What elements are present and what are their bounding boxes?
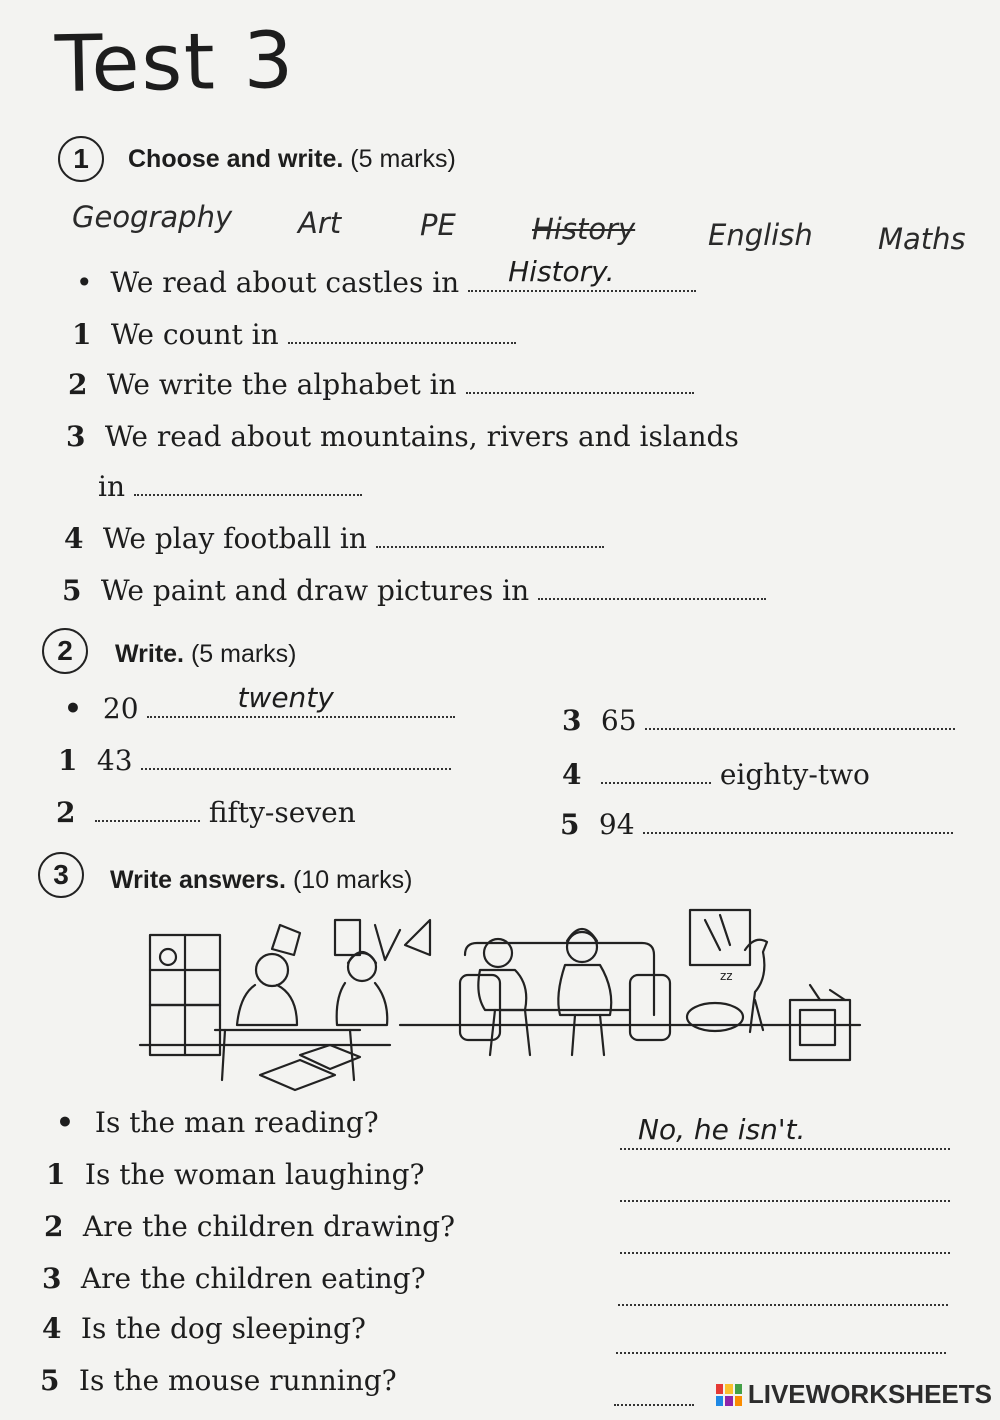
s3-item-4: 4 Is the dog sleeping? bbox=[42, 1312, 366, 1345]
word-bank-item-crossed: History bbox=[532, 212, 636, 246]
section-3-heading bbox=[110, 866, 412, 895]
section-2-marks: (5 marks) bbox=[190, 640, 297, 668]
answer-field[interactable] bbox=[141, 744, 451, 770]
s1-example-text: We read about castles in bbox=[110, 266, 460, 299]
s3-item-1: 1 Is the woman laughing? bbox=[46, 1158, 425, 1191]
s3-example-line bbox=[620, 1113, 950, 1150]
section-3-title: Write answers. bbox=[110, 866, 287, 894]
section-2-title: Write. bbox=[115, 640, 184, 668]
word-bank-item: PE bbox=[420, 208, 456, 242]
word-bank-item: English bbox=[708, 218, 813, 252]
answer-field[interactable] bbox=[616, 1322, 946, 1354]
s3-item-5: 5 Is the mouse running? bbox=[40, 1364, 397, 1397]
s2-item-4: 4 eighty-two bbox=[562, 758, 870, 791]
answer-field[interactable] bbox=[288, 318, 516, 344]
svg-text:zz: zz bbox=[720, 969, 733, 983]
answer-field[interactable] bbox=[95, 796, 200, 822]
answer-field[interactable] bbox=[620, 1170, 950, 1202]
section-1-heading bbox=[128, 145, 456, 174]
s3-example: • Is the man reading? bbox=[56, 1106, 379, 1139]
answer-field[interactable] bbox=[645, 704, 955, 730]
page-title: Test 3 bbox=[54, 15, 296, 111]
section-2-number: 2 bbox=[42, 628, 88, 674]
s1-example-line bbox=[468, 255, 696, 292]
answer-field[interactable] bbox=[538, 574, 766, 600]
s1-item-2: 2 We write the alphabet in bbox=[68, 368, 694, 401]
word-bank-item: Geography bbox=[72, 200, 233, 234]
s2-example-answer: twenty bbox=[237, 681, 334, 714]
liveworksheets-watermark bbox=[716, 1379, 992, 1410]
s2-item-2: 2 fifty-seven bbox=[56, 796, 356, 829]
s3-example-answer: No, he isn't. bbox=[638, 1113, 806, 1146]
s1-item-4: 4 We play football in bbox=[64, 522, 604, 555]
word-bank-item: Maths bbox=[878, 222, 966, 256]
answer-field[interactable] bbox=[134, 470, 362, 496]
s1-item-3: 3 We read about mountains, rivers and islands bbox=[66, 420, 739, 453]
watermark-text: LIVEWORKSHEETS bbox=[747, 1379, 992, 1409]
s1-item-5: 5 We paint and draw pictures in bbox=[62, 574, 766, 607]
section-1-marks: (5 marks) bbox=[350, 145, 456, 173]
s2-example: • 20 twenty bbox=[64, 692, 455, 725]
section-3-number: 3 bbox=[38, 852, 84, 898]
liveworksheets-logo-icon bbox=[716, 1384, 742, 1406]
s1-example: • We read about castles in History. bbox=[76, 266, 696, 299]
answer-field[interactable] bbox=[618, 1274, 948, 1306]
answer-field[interactable] bbox=[601, 758, 711, 784]
family-scene-illustration bbox=[130, 905, 870, 1095]
answer-field[interactable] bbox=[614, 1374, 694, 1406]
s2-item-5: 5 94 bbox=[560, 808, 953, 841]
answer-field[interactable] bbox=[643, 808, 953, 834]
s1-example-answer: History. bbox=[508, 255, 615, 288]
s3-item-3: 3 Are the children eating? bbox=[42, 1262, 426, 1295]
section-1-title: Choose and write. bbox=[128, 145, 344, 173]
answer-field[interactable] bbox=[466, 368, 694, 394]
section-2-heading bbox=[115, 640, 297, 669]
section-3-marks: (10 marks) bbox=[292, 866, 413, 894]
s1-item-3-cont: in bbox=[98, 470, 362, 503]
s1-item-1: 1 We count in bbox=[72, 318, 516, 351]
section-1-number: 1 bbox=[58, 136, 104, 182]
answer-field[interactable] bbox=[376, 522, 604, 548]
answer-field[interactable] bbox=[620, 1222, 950, 1254]
s3-item-2: 2 Are the children drawing? bbox=[44, 1210, 456, 1243]
word-bank-item: Art bbox=[298, 206, 342, 240]
s2-item-3: 3 65 bbox=[562, 704, 955, 737]
s2-item-1: 1 43 bbox=[58, 744, 451, 777]
